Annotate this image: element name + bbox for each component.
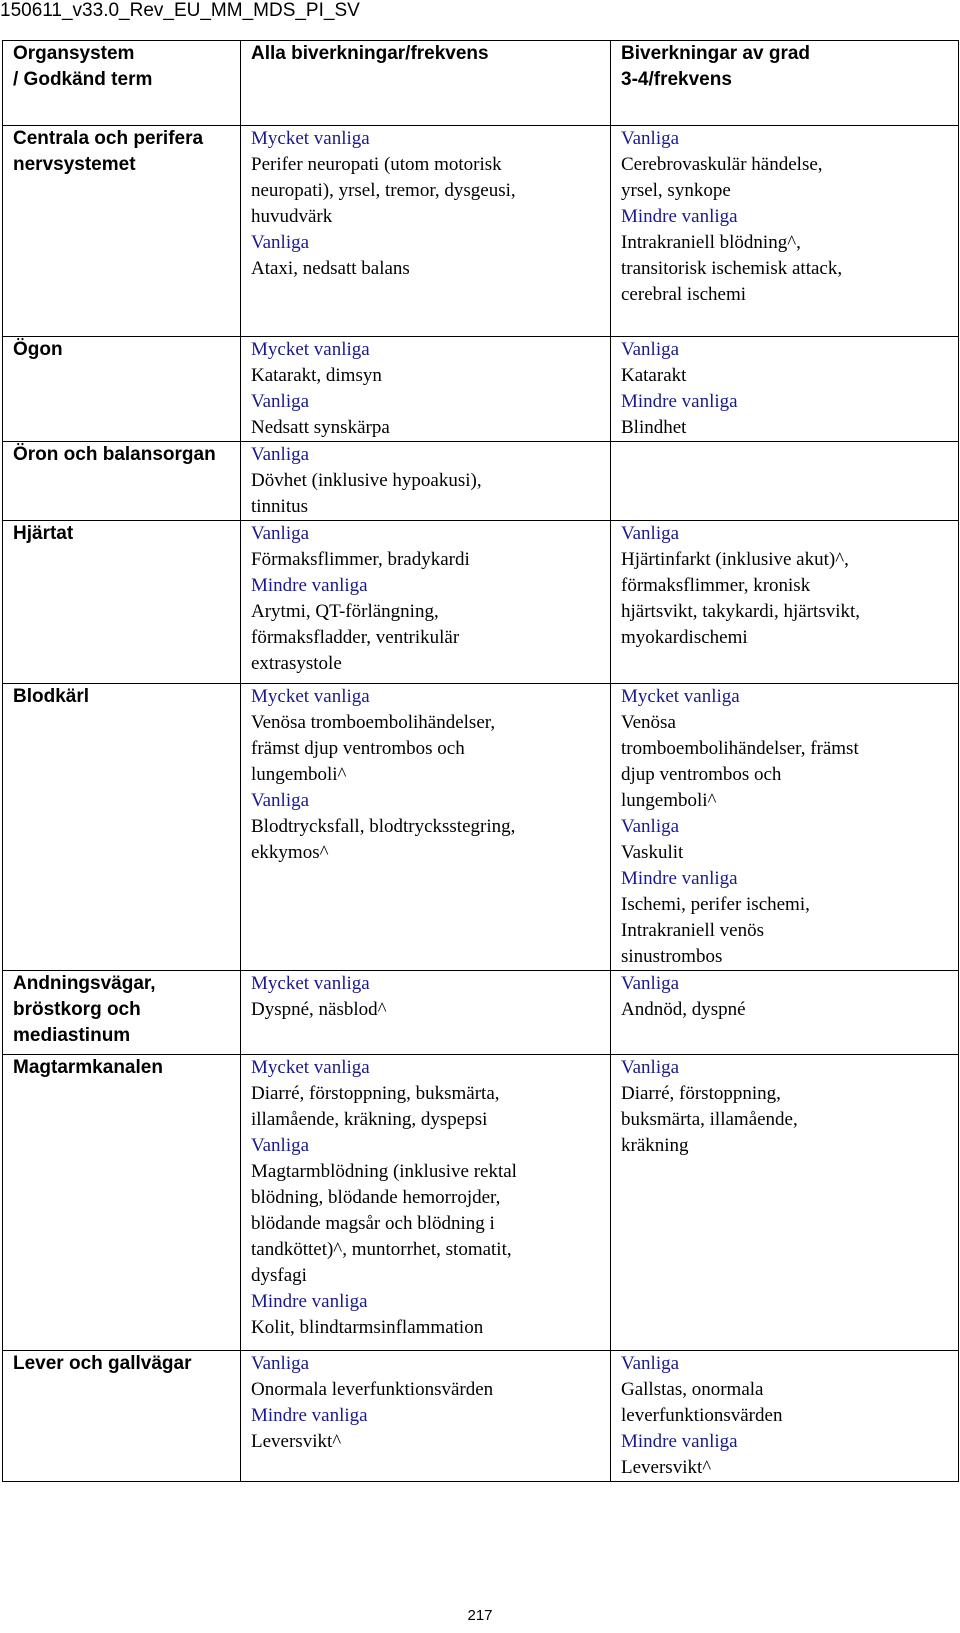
organ-system-cell — [3, 1351, 241, 1482]
organ-system-label: Ögon — [13, 339, 63, 360]
grade-3-4-cell — [611, 684, 959, 971]
reaction-text: Vaskulit — [621, 842, 684, 863]
reaction-text: blödning, blödande hemorrojder, — [251, 1187, 501, 1208]
frequency-label: Mycket vanliga — [251, 973, 370, 994]
reaction-text: tinnitus — [251, 496, 309, 517]
reaction-text: Gallstas, onormala — [621, 1379, 764, 1400]
reaction-text: buksmärta, illamående, — [621, 1109, 798, 1130]
organ-system-label: Andningsvägar, — [13, 973, 156, 994]
organ-system-cell — [3, 442, 241, 521]
reaction-text: Leversvikt^ — [621, 1457, 712, 1478]
reaction-text: lungemboli^ — [251, 764, 347, 785]
frequency-label: Vanliga — [251, 1135, 310, 1156]
frequency-label: Vanliga — [621, 128, 680, 149]
reaction-text: sinustrombos — [621, 946, 723, 967]
reaction-text: Dövhet (inklusive hypoakusi), — [251, 470, 482, 491]
reaction-text: hjärtsvikt, takykardi, hjärtsvikt, — [621, 601, 861, 622]
table-header-row — [3, 41, 959, 126]
reaction-text: Kolit, blindtarmsinflammation — [251, 1317, 484, 1338]
grade-3-4-cell — [611, 442, 959, 521]
reaction-text: Förmaksflimmer, bradykardi — [251, 549, 470, 570]
reaction-text: Hjärtinfarkt (inklusive akut)^, — [621, 549, 849, 570]
frequency-label: Mycket vanliga — [621, 686, 740, 707]
grade-3-4-cell — [611, 126, 959, 337]
organ-system-cell — [3, 337, 241, 442]
reaction-text: blödande magsår och blödning i — [251, 1213, 495, 1234]
grade-3-4-cell — [611, 1055, 959, 1351]
frequency-label: Vanliga — [251, 444, 310, 465]
all-reactions-cell — [241, 126, 611, 337]
reaction-text: Perifer neuropati (utom motorisk — [251, 154, 502, 175]
frequency-label: Mycket vanliga — [251, 686, 370, 707]
reaction-text: Blodtrycksfall, blodtrycksstegring, — [251, 816, 516, 837]
reaction-text: Venösa tromboembolihändelser, — [251, 712, 496, 733]
reaction-text: tandköttet)^, muntorrhet, stomatit, — [251, 1239, 512, 1260]
table-row — [3, 971, 959, 1055]
table-row — [3, 1351, 959, 1482]
organ-system-cell — [3, 684, 241, 971]
table-row — [3, 684, 959, 971]
reaction-text: Katarakt — [621, 365, 687, 386]
frequency-label: Mindre vanliga — [621, 1431, 738, 1452]
reaction-text: Ischemi, perifer ischemi, — [621, 894, 810, 915]
reaction-text: kräkning — [621, 1135, 689, 1156]
frequency-label: Mycket vanliga — [251, 128, 370, 149]
reaction-text: Magtarmblödning (inklusive rektal — [251, 1161, 517, 1182]
grade-3-4-cell — [611, 1351, 959, 1482]
table-row — [3, 126, 959, 337]
organ-system-cell — [3, 521, 241, 684]
reaction-text: cerebral ischemi — [621, 284, 747, 305]
reaction-text: Onormala leverfunktionsvärden — [251, 1379, 494, 1400]
reaction-text: illamående, kräkning, dyspepsi — [251, 1109, 488, 1130]
all-reactions-cell — [241, 684, 611, 971]
reaction-text: Intrakraniell blödning^, — [621, 232, 801, 253]
reaction-text: neuropati), yrsel, tremor, dysgeusi, — [251, 180, 516, 201]
frequency-label: Vanliga — [621, 973, 680, 994]
all-reactions-cell — [241, 337, 611, 442]
table-row — [3, 521, 959, 684]
reaction-text: Ataxi, nedsatt balans — [251, 258, 410, 279]
frequency-label: Mindre vanliga — [251, 1291, 368, 1312]
frequency-label: Vanliga — [621, 816, 680, 837]
page-number: 217 — [467, 1607, 493, 1624]
table-row — [3, 442, 959, 521]
grade-3-4-cell — [611, 521, 959, 684]
all-reactions-cell — [241, 442, 611, 521]
grade-3-4-cell — [611, 971, 959, 1055]
organ-system-label: Blodkärl — [13, 686, 90, 707]
frequency-label: Mindre vanliga — [621, 391, 738, 412]
reaction-text: Dyspné, näsblod^ — [251, 999, 387, 1020]
frequency-label: Mindre vanliga — [621, 206, 738, 227]
header-all-reactions — [241, 41, 611, 126]
reaction-text: Diarré, förstoppning, buksmärta, — [251, 1083, 500, 1104]
frequency-label: Vanliga — [251, 391, 310, 412]
frequency-label: Mindre vanliga — [251, 1405, 368, 1426]
all-reactions-cell — [241, 1351, 611, 1482]
frequency-label: Vanliga — [621, 1353, 680, 1374]
reaction-text: tromboembolihändelser, främst — [621, 738, 859, 759]
reaction-text: myokardischemi — [621, 627, 748, 648]
organ-system-label: Lever och gallvägar — [13, 1353, 192, 1374]
organ-system-label: nervsystemet — [13, 154, 136, 175]
organ-system-cell — [3, 971, 241, 1055]
frequency-label: Vanliga — [251, 232, 310, 253]
header-line: Biverkningar av grad — [621, 43, 811, 64]
organ-system-label: Magtarmkanalen — [13, 1057, 163, 1078]
organ-system-cell — [3, 126, 241, 337]
reaction-text: ekkymos^ — [251, 842, 329, 863]
organ-system-label: mediastinum — [13, 1025, 131, 1046]
frequency-label: Mycket vanliga — [251, 1057, 370, 1078]
frequency-label: Vanliga — [621, 1057, 680, 1078]
reaction-text: Nedsatt synskärpa — [251, 417, 390, 438]
reaction-text: huvudvärk — [251, 206, 333, 227]
frequency-label: Vanliga — [251, 523, 310, 544]
reaction-text: Katarakt, dimsyn — [251, 365, 382, 386]
all-reactions-cell — [241, 1055, 611, 1351]
organ-system-label: bröstkorg och — [13, 999, 141, 1020]
reaction-text: djup ventrombos och — [621, 764, 782, 785]
document-id: 150611_v33.0_Rev_EU_MM_MDS_PI_SV — [0, 0, 360, 21]
header-line: Organsystem — [13, 43, 135, 64]
reaction-text: Blindhet — [621, 417, 687, 438]
reaction-text: Arytmi, QT-förlängning, — [251, 601, 439, 622]
frequency-label: Vanliga — [251, 1353, 310, 1374]
reaction-text: förmaksfladder, ventrikulär — [251, 627, 460, 648]
all-reactions-cell — [241, 521, 611, 684]
reaction-text: extrasystole — [251, 653, 342, 674]
reaction-text: yrsel, synkope — [621, 180, 731, 201]
reaction-text: Andnöd, dyspné — [621, 999, 746, 1020]
organ-system-label: Centrala och perifera — [13, 128, 204, 149]
header-grade-3-4 — [611, 41, 959, 126]
reaction-text: dysfagi — [251, 1265, 307, 1286]
grade-3-4-cell — [611, 337, 959, 442]
reaction-text: Leversvikt^ — [251, 1431, 342, 1452]
table-row — [3, 1055, 959, 1351]
header-organ-system — [3, 41, 241, 126]
header-line: Alla biverkningar/frekvens — [251, 43, 489, 64]
frequency-label: Mycket vanliga — [251, 339, 370, 360]
header-line: 3-4/frekvens — [621, 69, 732, 90]
reaction-text: Venösa — [621, 712, 676, 733]
adverse-reactions-table — [2, 40, 959, 1482]
organ-system-cell — [3, 1055, 241, 1351]
frequency-label: Vanliga — [621, 339, 680, 360]
frequency-label: Vanliga — [251, 790, 310, 811]
organ-system-label: Öron och balansorgan — [13, 444, 216, 465]
reaction-text: leverfunktionsvärden — [621, 1405, 783, 1426]
frequency-label: Vanliga — [621, 523, 680, 544]
header-line: / Godkänd term — [13, 69, 153, 90]
reaction-text: lungemboli^ — [621, 790, 717, 811]
reaction-text: Cerebrovaskulär händelse, — [621, 154, 823, 175]
reaction-text: transitorisk ischemisk attack, — [621, 258, 843, 279]
all-reactions-cell — [241, 971, 611, 1055]
frequency-label: Mindre vanliga — [251, 575, 368, 596]
reaction-text: Intrakraniell venös — [621, 920, 764, 941]
reaction-text: förmaksflimmer, kronisk — [621, 575, 811, 596]
table-row — [3, 337, 959, 442]
organ-system-label: Hjärtat — [13, 523, 74, 544]
frequency-label: Mindre vanliga — [621, 868, 738, 889]
reaction-text: främst djup ventrombos och — [251, 738, 465, 759]
reaction-text: Diarré, förstoppning, — [621, 1083, 781, 1104]
